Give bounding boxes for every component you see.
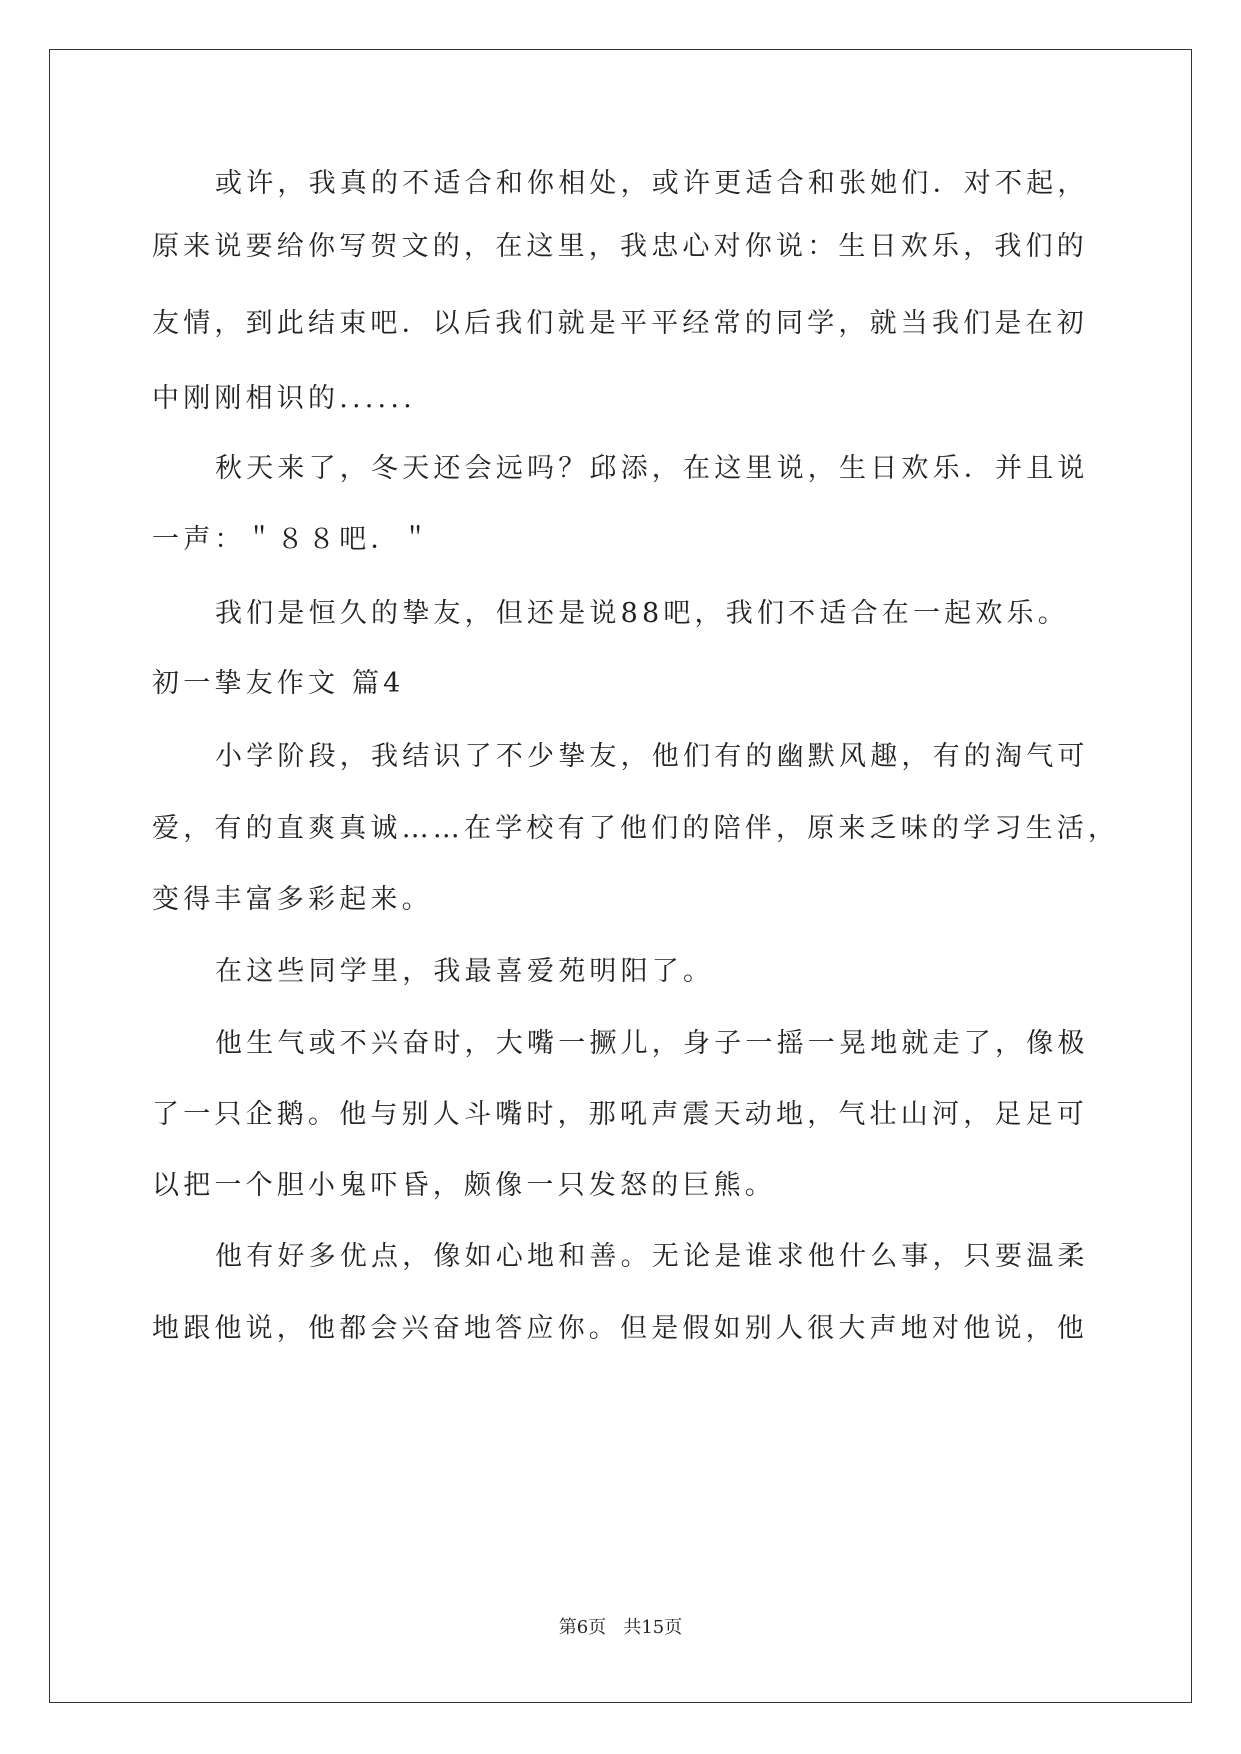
paragraph-line: 友情，到此结束吧．以后我们就是平平经常的同学，就当我们是在初 <box>152 308 1088 339</box>
paragraph-line: 了一只企鹅。他与别人斗嘴时，那吼声震天动地，气壮山河，足足可 <box>152 1099 1088 1130</box>
paragraph-line: 在这些同学里，我最喜爱苑明阳了。 <box>215 956 715 987</box>
paragraph-line: 变得丰富多彩起来。 <box>152 884 433 915</box>
page-total: 共15页 <box>623 1617 683 1638</box>
paragraph-line: 中刚刚相识的...... <box>152 383 416 414</box>
paragraph-line: 地跟他说，他都会兴奋地答应你。但是假如别人很大声地对他说，他 <box>152 1313 1088 1344</box>
section-heading: 初一挚友作文 篇4 <box>152 668 405 699</box>
paragraph-line: 以把一个胆小鬼吓昏，颇像一只发怒的巨熊。 <box>152 1170 776 1201</box>
paragraph-line: 一声：＂８８吧．＂ <box>152 524 433 555</box>
paragraph-line: 或许，我真的不适合和你相处，或许更适合和张她们．对不起， <box>215 168 1089 199</box>
paragraph-line: 我们是恒久的挚友，但还是说88吧，我们不适合在一起欢乐。 <box>215 598 1069 629</box>
footer-spacer <box>606 1617 623 1638</box>
paragraph-line: 爱，有的直爽真诚……在学校有了他们的陪伴，原来乏味的学习生活， <box>152 813 1120 844</box>
page-border <box>49 49 1192 1703</box>
page-footer <box>0 1616 1241 1640</box>
paragraph-line: 他有好多优点，像如心地和善。无论是谁求他什么事，只要温柔 <box>215 1241 1089 1272</box>
paragraph-line: 原来说要给你写贺文的，在这里，我忠心对你说：生日欢乐，我们的 <box>152 231 1088 262</box>
paragraph-line: 小学阶段，我结识了不少挚友，他们有的幽默风趣，有的淘气可 <box>215 741 1089 772</box>
page-number: 第6页 <box>558 1617 607 1638</box>
paragraph-line: 秋天来了，冬天还会远吗？邱添，在这里说，生日欢乐．并且说 <box>215 453 1089 484</box>
paragraph-line: 他生气或不兴奋时，大嘴一撅儿，身子一摇一晃地就走了，像极 <box>215 1028 1089 1059</box>
